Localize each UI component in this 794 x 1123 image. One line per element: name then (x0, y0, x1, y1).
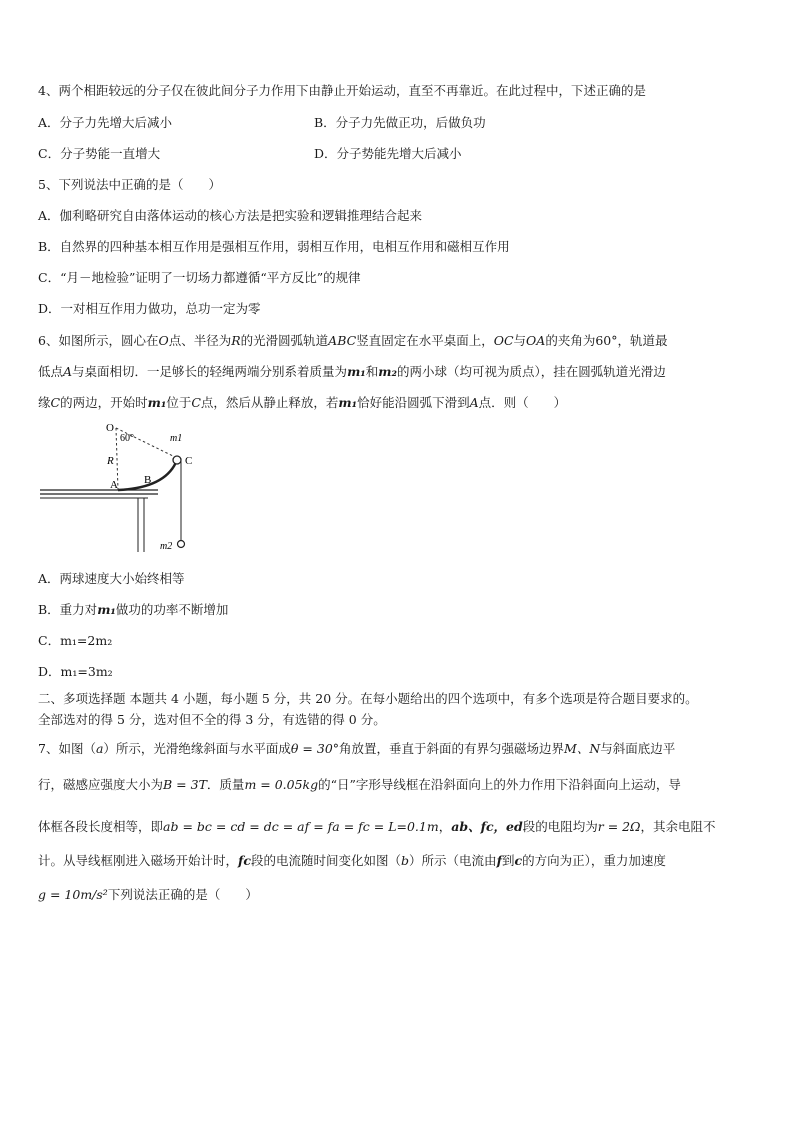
q4-option-a: A．分子力先增大后减小 (38, 115, 173, 130)
ball-m2 (178, 541, 185, 548)
q6-stem-line1: 6、如图所示，圆心在O点、半径为R的光滑圆弧轨道ABC竖直固定在水平桌面上，OC与OA的夹角为60°，轨道最 (38, 333, 668, 348)
q7-stem-line3: 体框各段长度相等，即ab = bc = cd = dc = af = fa = fc = L=0.1m，ab、fc，ed段的电阻均为r = 2Ω，其余电阻不 (38, 819, 716, 834)
q4-stem: 4、两个相距较远的分子仅在彼此间分子力作用下由静止开始运动，直至不再靠近。在此过程中，下述正确的是 (38, 83, 646, 98)
label-o: O (106, 422, 114, 434)
label-a: A (110, 479, 118, 491)
label-m1: m1 (170, 433, 183, 444)
q6-stem-line2: 低点A与桌面相切．一足够长的轻绳两端分别系着质量为m₁和m₂的两小球（均可视为质点），挂在圆弧轨道光滑边 (38, 364, 666, 379)
q5-stem: 5、下列说法中正确的是（ ） (38, 177, 221, 192)
q6-option-a: A．两球速度大小始终相等 (38, 571, 185, 586)
q5-option-d: D．一对相互作用力做功，总功一定为零 (38, 301, 261, 316)
q7-stem-line1: 7、如图（a）所示，光滑绝缘斜面与水平面成θ = 30°角放置，垂直于斜面的有界匀强磁场边界M、N与斜面底边平 (38, 741, 676, 756)
section2-header-line2: 全部选对的得 5 分，选对但不全的得 3 分，有选错的得 0 分。 (38, 712, 386, 727)
q4-option-d: D．分子势能先增大后减小 (314, 146, 462, 161)
ball-m1 (173, 456, 181, 464)
q6-option-b: B．重力对m₁做功的功率不断增加 (38, 602, 229, 617)
q4-option-b: B．分子力先做正功，后做负功 (314, 115, 486, 130)
q6-option-d: D．m₁=3m₂ (38, 664, 113, 679)
q5-option-b: B．自然界的四种基本相互作用是强相互作用，弱相互作用，电相互作用和磁相互作用 (38, 239, 510, 254)
q5-option-a: A．伽利略研究自由落体运动的核心方法是把实验和逻辑推理结合起来 (38, 208, 423, 223)
label-m2: m2 (160, 541, 173, 552)
section2-header-line1: 二、多项选择题 本题共 4 小题，每小题 5 分，共 20 分。在每小题给出的四个选项中，有多个选项是符合题目要求的。 (38, 691, 698, 706)
q6-option-c: C．m₁=2m₂ (38, 633, 113, 648)
label-angle: 60° (120, 433, 134, 444)
q5-option-c: C．“月－地检验”证明了一切场力都遵循“平方反比”的规律 (38, 270, 361, 285)
label-b: B (144, 474, 152, 486)
q4-option-c: C．分子势能一直增大 (38, 146, 161, 161)
q7-stem-line5: g = 10m/s²下列说法正确的是（ ） (38, 887, 258, 902)
q6-figure (40, 418, 220, 558)
q7-stem-line4: 计。从导线框刚进入磁场开始计时，fc段的电流随时间变化如图（b）所示（电流由f到c的方向为正），重力加速度 (38, 853, 666, 868)
label-c: C (185, 455, 193, 467)
q6-stem-line3: 缘C的两边，开始时m₁位于C点，然后从静止释放，若m₁恰好能沿圆弧下滑到A点．则（ ） (38, 395, 567, 410)
label-r: R (107, 455, 114, 467)
q7-stem-line2: 行，磁感应强度大小为B = 3T．质量m = 0.05kg的“日”字形导线框在沿斜面向上的外力作用下沿斜面向上运动，导 (38, 777, 681, 792)
